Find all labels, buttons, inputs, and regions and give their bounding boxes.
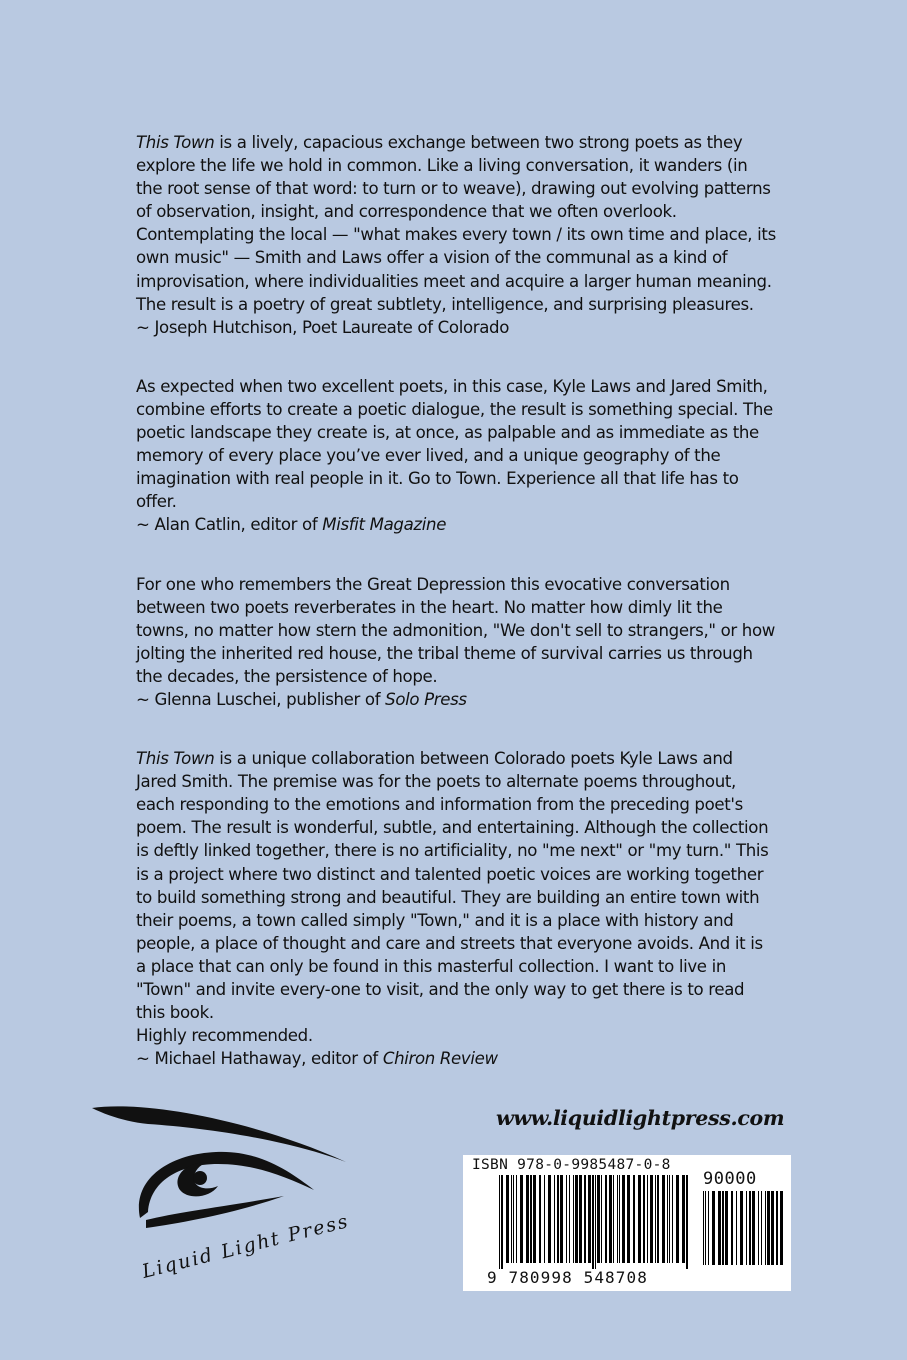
- addon-barcode-bar: [765, 1191, 766, 1265]
- blurb-body: is a unique collaboration between Colorado poets Kyle Laws and Jared Smith. The premise was for the poets to alternate poems throughout, each responding to the emotions and information from the preceding poet's poem. The result is wonderful, subtle, and entertaining. Although the collection is deftly linked together, there is no artificiality, no "me next" or "my turn." This is a project where two distinct and talented poetic voices are working together to build something strong and beautiful. They are building an entire town with their poems, a town called simply "Town," and it is a place with history and people, a place of thought and care and streets that everyone avoids. And it is a place that can only be found in this masterful collection. I want to live in "Town" and invite every-one to visit, and the only way to get there is to read this book.: [136, 749, 769, 1023]
- blurb-recommendation: Highly recommended.: [136, 1026, 313, 1046]
- barcode-bar: [557, 1175, 559, 1263]
- barcode-bar: [579, 1175, 582, 1263]
- blurbs-section: [136, 131, 776, 1106]
- blurb-text: [136, 747, 776, 1024]
- addon-barcode-bar: [731, 1191, 733, 1265]
- barcode-bar: [682, 1175, 685, 1263]
- blurb-hutchison: [136, 131, 776, 339]
- book-title: This Town: [136, 749, 215, 769]
- barcode-bar: [601, 1175, 602, 1263]
- addon-barcode-bar: [776, 1191, 778, 1265]
- book-title: This Town: [136, 133, 215, 152]
- barcode-bar: [669, 1175, 670, 1263]
- liquid-light-press-logo: [88, 1100, 378, 1290]
- barcode-bar: [592, 1175, 594, 1269]
- logo-eye-pupil-icon: [193, 1171, 207, 1185]
- publisher-website: www.liquidlightpress.com: [496, 1106, 785, 1130]
- barcode-bar: [617, 1175, 618, 1263]
- barcode-bar: [633, 1175, 635, 1263]
- isbn-number: ISBN 978-0-9985487-0-8: [472, 1157, 671, 1173]
- logo-eye-lower: [146, 1196, 284, 1228]
- barcode-bar: [544, 1175, 545, 1263]
- addon-barcode-bar: [752, 1191, 755, 1265]
- publication-name: Chiron Review: [382, 1049, 498, 1069]
- addon-barcode-bar: [708, 1191, 709, 1265]
- blurb-text: [136, 375, 776, 514]
- addon-barcode-bar: [712, 1191, 715, 1265]
- blurb-attribution: ~ Alan Catlin, editor of Misfit Magazine: [136, 515, 447, 535]
- addon-barcode-bar: [761, 1191, 762, 1265]
- barcode-bar: [650, 1175, 653, 1263]
- addon-barcode-bar: [718, 1191, 721, 1265]
- addon-barcode-bar: [749, 1191, 751, 1265]
- price-code: 90000: [703, 1169, 757, 1189]
- barcode-bar: [643, 1175, 645, 1263]
- barcode-bar: [588, 1175, 591, 1263]
- barcode-bar: [638, 1175, 641, 1263]
- barcode-bar: [533, 1175, 536, 1263]
- barcode-bar: [667, 1175, 668, 1263]
- addon-barcode-bar: [771, 1191, 774, 1265]
- addon-barcode-bar: [705, 1191, 706, 1265]
- addon-barcode-bar: [736, 1191, 737, 1265]
- barcode-bar: [609, 1175, 612, 1263]
- ean-digits: 9 780998 548708: [487, 1268, 648, 1287]
- blurb-body: As expected when two excellent poets, in this case, Kyle Laws and Jared Smith, combine efforts to create a poetic dialogue, the result is something special. The poetic landscape they create is, at once, as palpable and as immediate as the memory of every place you’ve ever lived, and a unique geography of the imagination with real people in it. Go to Town. Experience all that life has to offer.: [136, 376, 773, 512]
- barcode-bar: [530, 1175, 532, 1263]
- blurb-attribution: ~ Michael Hathaway, editor of Chiron Review: [136, 1049, 498, 1069]
- blurb-text: [136, 573, 776, 688]
- barcode-bar: [686, 1175, 688, 1269]
- barcode-bar: [511, 1175, 512, 1263]
- addon-barcode-bar: [722, 1191, 724, 1265]
- barcode-bar: [605, 1175, 607, 1263]
- barcode-bar: [613, 1175, 614, 1263]
- barcode-bar: [584, 1175, 586, 1263]
- barcode-bar: [597, 1175, 600, 1263]
- barcode-bar: [569, 1175, 570, 1263]
- logo-text: Liquid Light Press: [139, 1210, 352, 1283]
- barcode-bar: [647, 1175, 648, 1263]
- barcode-bar: [672, 1175, 673, 1263]
- barcode-bar: [539, 1175, 541, 1263]
- blurb-attribution: ~ Glenna Luschei, publisher of Solo Press: [136, 689, 467, 709]
- barcode-bar: [548, 1175, 551, 1263]
- barcode-bar: [662, 1175, 665, 1263]
- blurb-text: [136, 131, 776, 316]
- blurb-body: is a lively, capacious exchange between two strong poets as they explore the life we hold in common. Like a living conversation, it wanders (in the root sense of that word: to turn or to weave), drawing out evolving patterns of observation, insight, and correspondence that we often overlook. Contemplating the local — "what makes every town / its own time and place, its own music" — Smith and Laws offer a vision of the communal as a kind of improvisation, where individualities meet and acquire a larger human meaning. The result is a poetry of great subtlety, intelligence, and surprising pleasures.: [136, 133, 776, 314]
- isbn-barcode: [463, 1155, 791, 1291]
- barcode-bar: [566, 1175, 567, 1263]
- barcode-bar: [560, 1175, 563, 1263]
- barcode-bar: [622, 1175, 625, 1263]
- barcode-bar: [499, 1175, 500, 1269]
- addon-barcode-bar: [703, 1191, 704, 1265]
- addon-barcode-bar: [746, 1191, 747, 1265]
- barcode-bar: [516, 1175, 517, 1263]
- blurb-catlin: [136, 375, 776, 537]
- barcode-bar: [501, 1175, 503, 1269]
- barcode-bar: [619, 1175, 620, 1263]
- blurb-luschei: [136, 573, 776, 712]
- blurb-hathaway: [136, 747, 776, 1070]
- barcode-bar: [506, 1175, 509, 1263]
- barcode-bar: [655, 1175, 656, 1263]
- barcode-bar: [513, 1175, 514, 1263]
- barcode-bar: [627, 1175, 630, 1263]
- barcode-bar: [520, 1175, 523, 1263]
- addon-barcode-bar: [767, 1191, 770, 1265]
- blurb-attribution: ~ Joseph Hutchison, Poet Laureate of Colorado: [136, 317, 510, 337]
- barcode-bar: [573, 1175, 574, 1263]
- publication-name: Solo Press: [385, 689, 467, 709]
- publication-name: Misfit Magazine: [322, 515, 447, 535]
- barcode-bar: [657, 1175, 659, 1263]
- addon-barcode-bar: [780, 1191, 783, 1265]
- barcode-bar: [575, 1175, 578, 1263]
- addon-barcode-bar: [740, 1191, 743, 1265]
- barcode-bar: [526, 1175, 529, 1263]
- addon-barcode-bar: [758, 1191, 759, 1265]
- barcode-bar: [676, 1175, 679, 1263]
- barcode-bar: [554, 1175, 555, 1263]
- blurb-body: For one who remembers the Great Depression this evocative conversation between two poets reverberates in the heart. No matter how dimly lit the towns, no matter how stern the admonition, "We don't sell to strangers," or how jolting the inherited red house, the tribal theme of survival carries us through the decades, the persistence of hope.: [136, 574, 775, 686]
- addon-barcode-bar: [725, 1191, 728, 1265]
- barcode-bar: [595, 1175, 596, 1269]
